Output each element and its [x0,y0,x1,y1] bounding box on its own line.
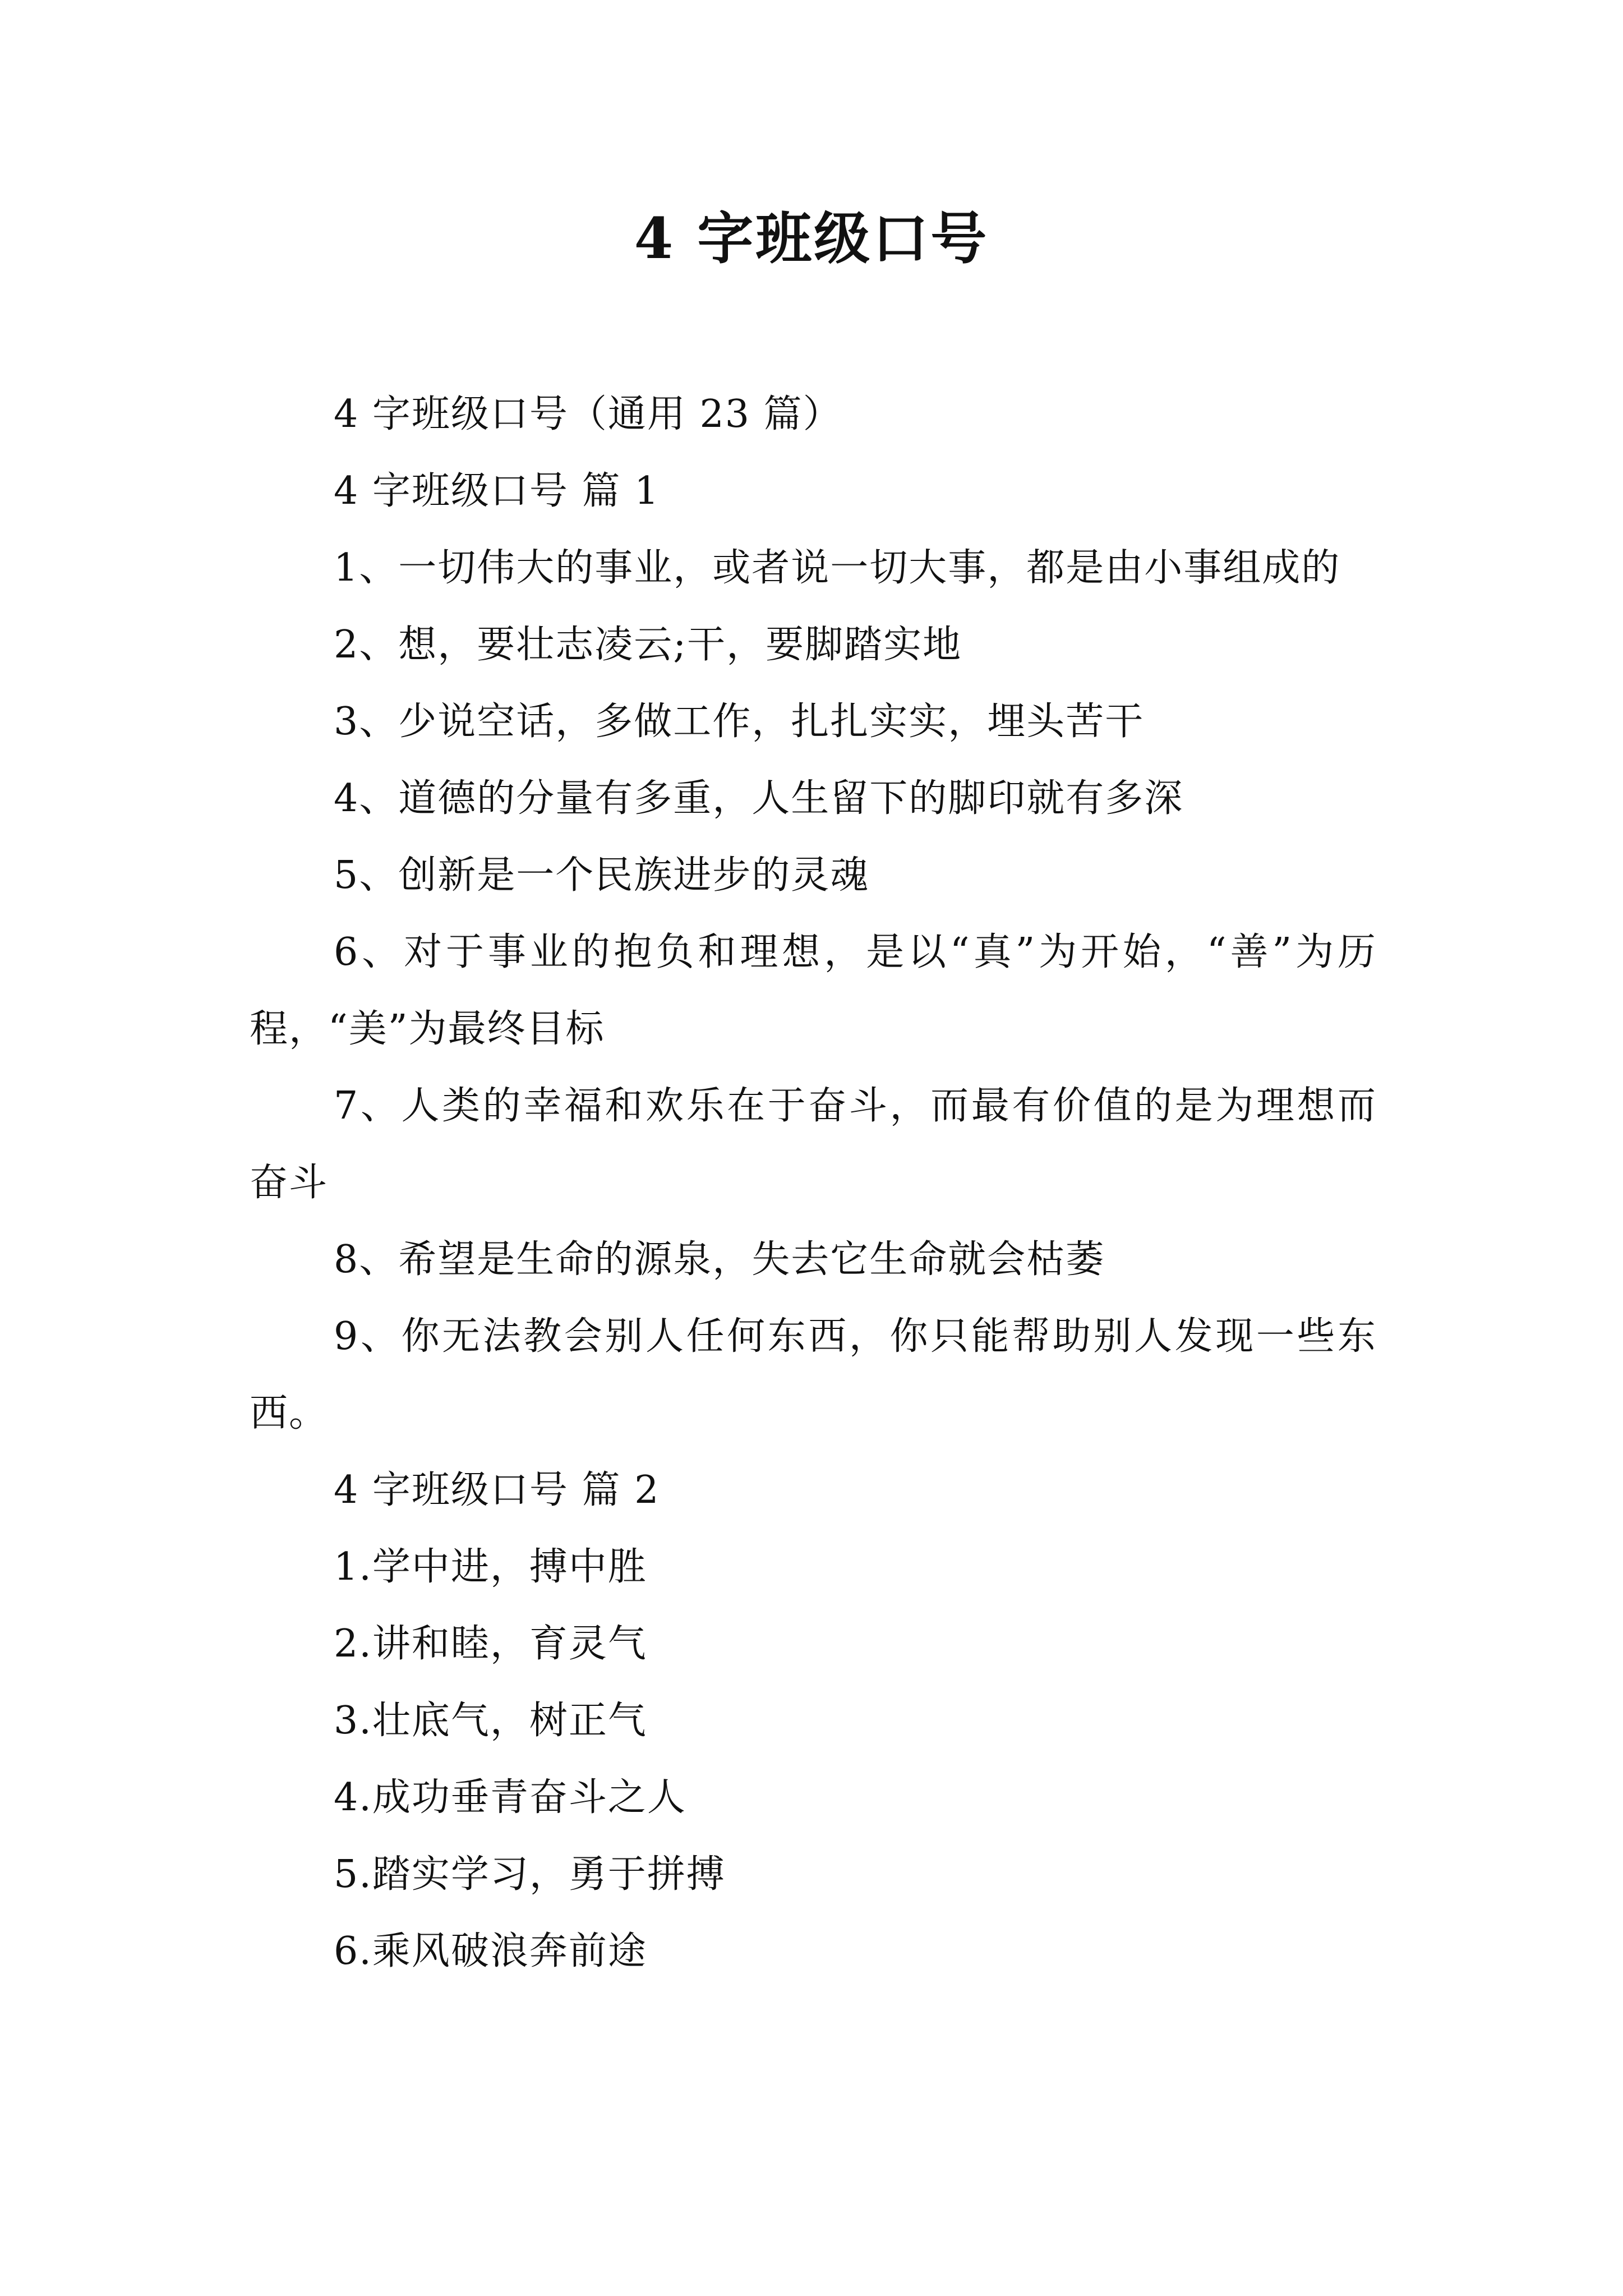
slogan-line: 9、你无法教会别人任何东西，你只能帮助别人发现一些东西。 [250,1314,1377,1435]
slogan-line: 4.成功垂青奋斗之人 [334,1775,686,1820]
document-body [250,376,1377,1990]
slogan-line: 1.学中进，搏中胜 [334,1545,647,1589]
document-title: 4 字班级口号 [634,205,989,272]
section-heading: 4 字班级口号 篇 2 [334,1468,660,1512]
slogan-line: 7、人类的幸福和欢乐在于奋斗，而最有价值的是为理想而奋斗 [250,1084,1377,1205]
slogan-line: 3、少说空话，多做工作，扎扎实实，埋头苦干 [334,700,1145,744]
slogan-line: 8、希望是生命的源泉，失去它生命就会枯萎 [334,1237,1105,1282]
slogan-line: 4、道德的分量有多重，人生留下的脚印就有多深 [334,776,1184,821]
slogan-line: 6.乘风破浪奔前途 [334,1929,647,1973]
slogan-line: 2.讲和睦，育灵气 [334,1622,647,1666]
slogan-line: 6、对于事业的抱负和理想，是以“真”为开始，“善”为历程，“美”为最终目标 [250,930,1377,1051]
slogan-line: 5、创新是一个民族进步的灵魂 [334,853,870,898]
intro-line: 4 字班级口号（通用 23 篇） [334,392,842,436]
slogan-line: 3.壮底气，树正气 [334,1699,647,1743]
slogan-line: 5.踏实学习，勇于拼搏 [334,1852,726,1897]
slogan-line: 1、一切伟大的事业，或者说一切大事，都是由小事组成的 [334,546,1341,590]
slogan-line: 2、想，要壮志凌云;干，要脚踏实地 [334,623,962,667]
section-heading: 4 字班级口号 篇 1 [334,469,660,513]
